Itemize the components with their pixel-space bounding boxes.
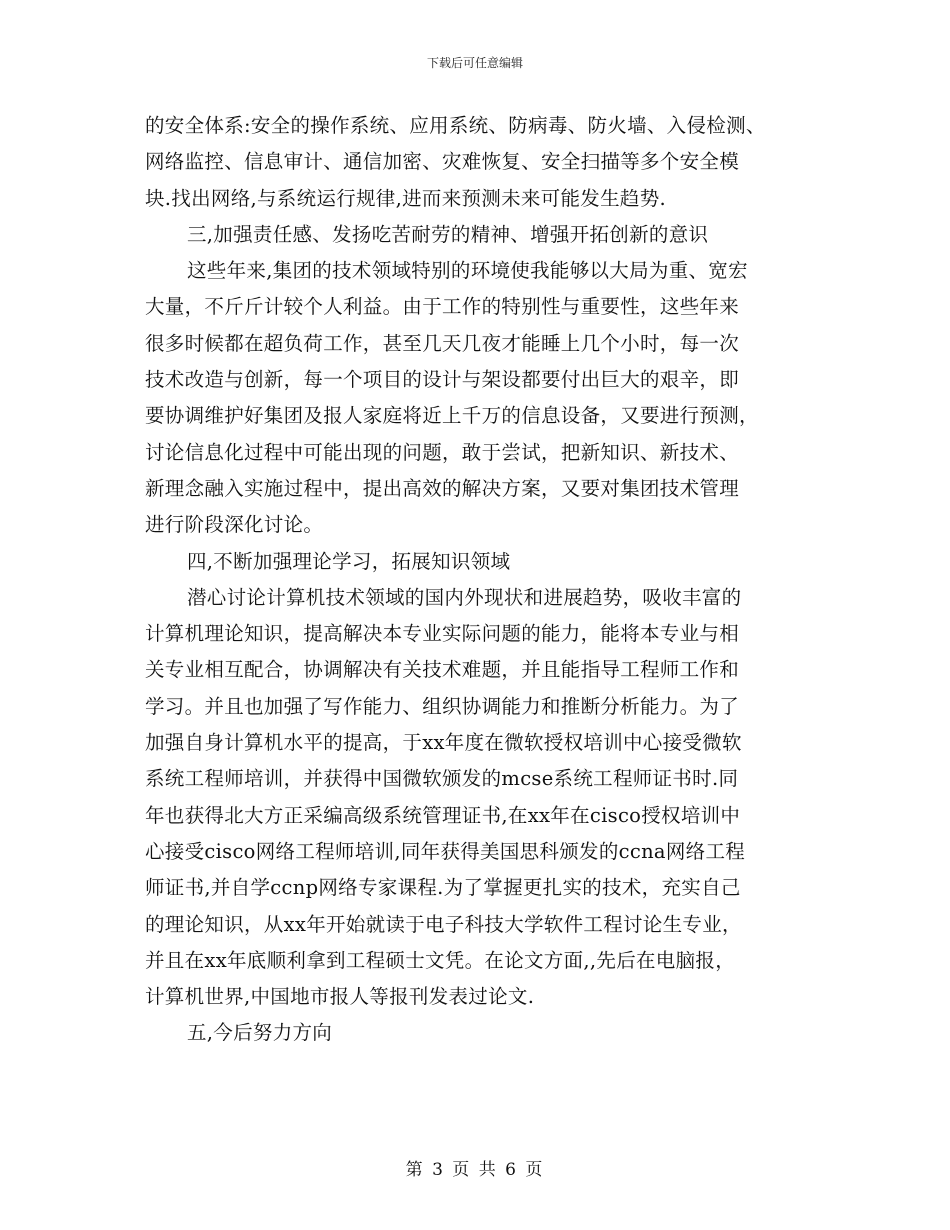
page-header: 下载后可任意编辑 — [426, 56, 523, 70]
text-line: 块.找出网络,与系统运行规律,进而来预测未来可能发生趋势. — [145, 186, 666, 210]
text-line: 潜心讨论计算机技术领域的国内外现状和进展趋势，吸收丰富的 — [187, 585, 742, 609]
text-line: 进行阶段深化讨论。 — [145, 513, 324, 537]
page-number-footer: 第 3 页 共 6 页 — [405, 1160, 545, 1180]
text-line: 计算机理论知识，提高解决本专业实际问题的能力，能将本专业与相 — [145, 622, 740, 646]
text-line: 学习。并且也加强了写作能力、组织协调能力和推断分析能力。为了 — [145, 694, 740, 718]
text-line: 年也获得北大方正采编高级系统管理证书,在xx年在cisco授权培训中 — [145, 803, 741, 827]
text-line: 大量，不斤斤计较个人利益。由于工作的特别性与重要性，这些年来 — [145, 295, 740, 319]
text-line: 要协调维护好集团及报人家庭将近上千万的信息设备，又要进行预测， — [145, 404, 759, 428]
text-line: 五,今后努力方向 — [187, 1021, 333, 1045]
text-line: 师证书,并自学ccnp网络专家课程.为了掌握更扎实的技术，充实自己 — [145, 876, 741, 900]
text-line: 网络监控、信息审计、通信加密、灾难恢复、安全扫描等多个安全模 — [145, 150, 740, 174]
text-line: 的理论知识，从xx年开始就读于电子科技大学软件工程讨论生专业， — [145, 912, 742, 936]
text-line: 技术改造与创新，每一个项目的设计与架设都要付出巨大的艰辛，即 — [145, 368, 740, 392]
document-body — [145, 108, 825, 1052]
text-line: 讨论信息化过程中可能出现的问题，敢于尝试，把新知识、新技术、 — [145, 440, 740, 464]
text-line: 新理念融入实施过程中，提出高效的解决方案，又要对集团技术管理 — [145, 476, 740, 500]
text-line: 三,加强责任感、发扬吃苦耐劳的精神、增强开拓创新的意识 — [187, 222, 709, 246]
text-line: 的安全体系:安全的操作系统、应用系统、防病毒、防火墙、入侵检测、 — [145, 114, 766, 137]
text-line: 系统工程师培训，并获得中国微软颁发的mcse系统工程师证书时.同 — [145, 767, 739, 791]
text-line: 加强自身计算机水平的提高，于xx年度在微软授权培训中心接受微软 — [145, 731, 742, 755]
text-line: 很多时候都在超负荷工作，甚至几天几夜才能睡上几个小时，每一次 — [145, 331, 740, 355]
text-line: 心接受cisco网络工程师培训,同年获得美国思科颁发的ccna网络工程 — [145, 839, 746, 863]
text-line: 关专业相互配合，协调解决有关技术难题，并且能指导工程师工作和 — [145, 658, 740, 682]
text-line: 计算机世界,中国地市报人等报刊发表过论文. — [145, 985, 535, 1009]
text-line: 四,不断加强理论学习，拓展知识领域 — [187, 549, 511, 573]
text-line: 并且在xx年底顺利拿到工程硕士文凭。在论文方面,,先后在电脑报， — [145, 948, 735, 972]
text-line: 这些年来,集团的技术领域特别的环境使我能够以大局为重、宽宏 — [187, 259, 748, 283]
